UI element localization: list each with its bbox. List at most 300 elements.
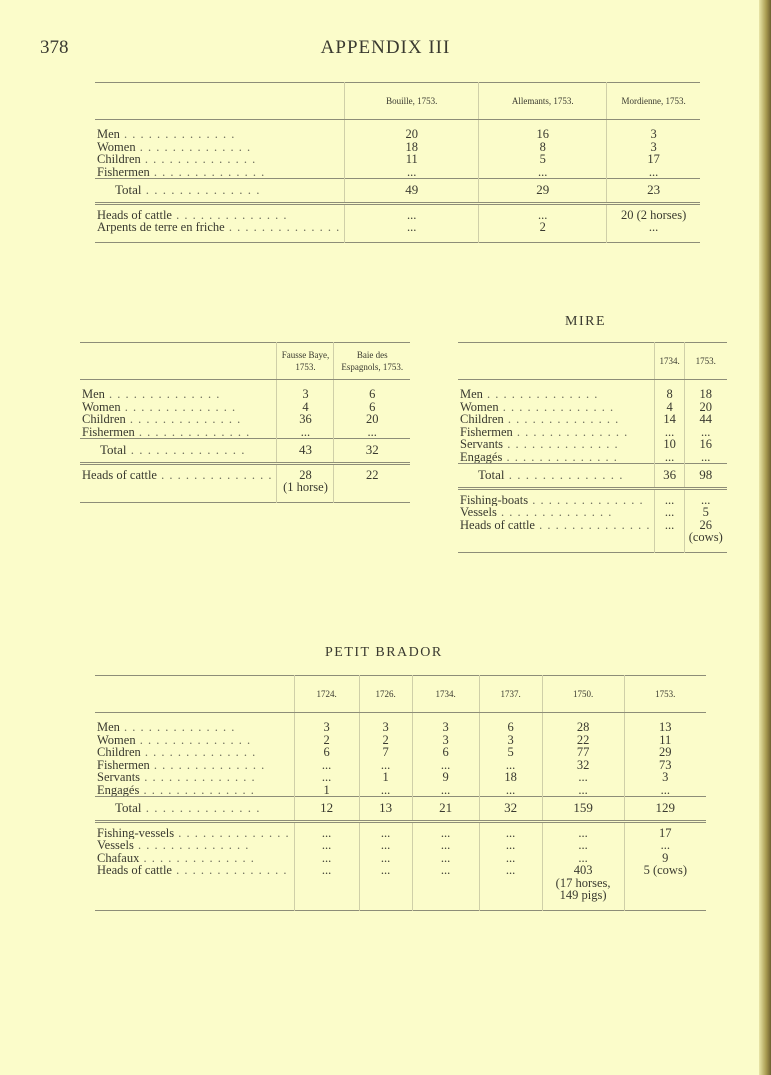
spacer-row: [80, 494, 410, 503]
table-cell: 159: [542, 797, 624, 822]
table-cell: 1: [359, 771, 412, 784]
table-cell: ...: [655, 519, 684, 532]
table-cell: ...: [479, 759, 542, 772]
table-cell: ...: [412, 759, 479, 772]
table-cell: [359, 889, 412, 902]
table-cell: 98: [684, 464, 727, 489]
table-cell: ...: [479, 203, 607, 221]
table-cell: [294, 889, 359, 902]
table-row: [95, 797, 706, 822]
table-row: [458, 464, 727, 489]
row-label: Total . .: [100, 444, 272, 457]
table-cell: ...: [359, 852, 412, 865]
table-cell: 49: [345, 179, 479, 204]
row-label: Heads of cattle . .: [460, 519, 650, 532]
table-cell: ...: [359, 784, 412, 797]
column-header: [95, 83, 345, 120]
row-label-cell: [95, 746, 294, 759]
table-row: [95, 203, 700, 221]
table-cell: ...: [412, 839, 479, 852]
table-cell: ...: [655, 451, 684, 464]
table-cell: ...: [684, 426, 727, 439]
row-label-cell: [80, 401, 277, 414]
spacer-row: [95, 120, 700, 129]
spacer-cell: [95, 713, 294, 722]
column-header: Allemants, 1753.: [479, 83, 607, 120]
table-cell: 3: [624, 771, 706, 784]
table-cell: 14: [655, 413, 684, 426]
table-cell: 28: [277, 463, 334, 481]
table-cell: 11: [345, 153, 479, 166]
row-label-cell: [95, 877, 294, 890]
header-row: [95, 676, 706, 713]
row-label: Fishing-vessels . .: [97, 827, 290, 840]
table-row: [80, 439, 410, 464]
table-cell: 32: [542, 759, 624, 772]
table-cell: 73: [624, 759, 706, 772]
column-header: Fausse Baye, 1753.: [277, 343, 334, 380]
row-label: Fishermen . .: [82, 426, 272, 439]
spacer-cell: [458, 380, 655, 389]
table-cell: 29: [479, 179, 607, 204]
table-row: [95, 179, 700, 204]
table-cell: ...: [345, 166, 479, 179]
table-row: [95, 771, 706, 784]
table-cell: ...: [294, 864, 359, 877]
title-petit-brador: PETIT BRADOR: [325, 645, 443, 660]
table-cell: 7: [359, 746, 412, 759]
table-row: [95, 734, 706, 747]
table-cell: 4: [655, 401, 684, 414]
table-cell: ...: [277, 426, 334, 439]
table-cell: ...: [479, 852, 542, 865]
column-header: Bouille, 1753.: [345, 83, 479, 120]
table-cell: ...: [684, 488, 727, 506]
table-cell: ...: [359, 839, 412, 852]
row-label-cell: [95, 852, 294, 865]
table-cell: 3: [277, 388, 334, 401]
column-header: 1753.: [624, 676, 706, 713]
spacer-row: [95, 234, 700, 243]
spacer-cell: [277, 494, 334, 503]
row-label-cell: [458, 488, 655, 506]
table-cell: 129: [624, 797, 706, 822]
row-label-cell: [95, 721, 294, 734]
table-petit-brador: [95, 675, 706, 911]
column-header: 1724.: [294, 676, 359, 713]
table-cell: ...: [542, 852, 624, 865]
table-cell: 5: [684, 506, 727, 519]
spacer-cell: [607, 234, 700, 243]
row-label-cell: [95, 889, 294, 902]
row-label: Vessels . .: [460, 506, 650, 519]
spacer-cell: [684, 544, 727, 553]
table-row: [458, 413, 727, 426]
table-cell: [294, 877, 359, 890]
spacer-cell: [80, 494, 277, 503]
row-label: Total . .: [115, 802, 290, 815]
table-cell: 13: [624, 721, 706, 734]
row-label: Women . .: [82, 401, 272, 414]
row-label-cell: [458, 426, 655, 439]
table-row: [95, 864, 706, 877]
row-label-cell: [458, 531, 655, 544]
row-label-cell: [458, 438, 655, 451]
table-fausse-baye-baie-espagnols: [80, 342, 410, 503]
row-label: Fishermen . .: [460, 426, 650, 439]
table-bouille-allemants-mordienne: [95, 82, 700, 243]
row-label: Vessels . .: [97, 839, 290, 852]
spacer-cell: [345, 234, 479, 243]
column-header: Mordienne, 1753.: [607, 83, 700, 120]
table-cell: [412, 877, 479, 890]
row-label-cell: [95, 734, 294, 747]
table-cell: 21: [412, 797, 479, 822]
table-cell: 29: [624, 746, 706, 759]
table-cell: 5: [479, 153, 607, 166]
spacer-row: [458, 544, 727, 553]
table-cell: 17: [607, 153, 700, 166]
table-cell: [655, 531, 684, 544]
table-cell: 32: [334, 439, 410, 464]
table-cell: 3: [607, 141, 700, 154]
column-header: 1753.: [684, 343, 727, 380]
table-cell: [624, 877, 706, 890]
table-cell: ...: [412, 864, 479, 877]
table-cell: ...: [479, 864, 542, 877]
row-label: Women . .: [97, 141, 340, 154]
column-header: 1726.: [359, 676, 412, 713]
running-head: APPENDIX III: [320, 37, 451, 58]
page-edge: [759, 0, 771, 1075]
spacer-cell: [95, 902, 294, 911]
table-cell: 403: [542, 864, 624, 877]
table-cell: ...: [345, 203, 479, 221]
table-cell: ...: [479, 784, 542, 797]
column-header: Baie des Espagnols, 1753.: [334, 343, 410, 380]
table-cell: 36: [277, 413, 334, 426]
table-cell: ...: [624, 839, 706, 852]
header-row: [458, 343, 727, 380]
row-label: Women . .: [97, 734, 290, 747]
table-cell: 3: [412, 734, 479, 747]
column-header: 1737.: [479, 676, 542, 713]
row-label-cell: [95, 759, 294, 772]
table-cell: 32: [479, 797, 542, 822]
table-cell: ...: [607, 221, 700, 234]
table-cell: 3: [294, 721, 359, 734]
table-cell: 6: [334, 401, 410, 414]
spacer-cell: [479, 234, 607, 243]
table-cell: 6: [479, 721, 542, 734]
table-cell: (17 horses,: [542, 877, 624, 890]
table-row: [95, 153, 700, 166]
spacer-cell: [479, 902, 542, 911]
table-row: [458, 388, 727, 401]
row-label-cell: [95, 153, 345, 166]
table-cell: ...: [294, 852, 359, 865]
row-label: Children . .: [97, 746, 290, 759]
table-cell: 6: [412, 746, 479, 759]
column-header: [458, 343, 655, 380]
table-row: [95, 141, 700, 154]
table-cell: ...: [542, 839, 624, 852]
spacer-cell: [542, 902, 624, 911]
row-label: Total . .: [115, 184, 340, 197]
table-cell: 22: [334, 463, 410, 481]
spacer-cell: [95, 234, 345, 243]
table-cell: 28: [542, 721, 624, 734]
spacer-row: [458, 380, 727, 389]
table-cell: 11: [624, 734, 706, 747]
table-row: [95, 821, 706, 839]
table-cell: 2: [294, 734, 359, 747]
spacer-row: [95, 902, 706, 911]
table-cell: ...: [294, 821, 359, 839]
row-label-cell: [95, 203, 345, 221]
table-cell: 20: [684, 401, 727, 414]
table-row: [458, 451, 727, 464]
table-cell: 20: [345, 128, 479, 141]
table-cell: 8: [655, 388, 684, 401]
table-row: [95, 852, 706, 865]
row-label: Men . .: [82, 388, 272, 401]
spacer-cell: [334, 494, 410, 503]
row-label-cell: [95, 221, 345, 234]
table-cell: 20: [334, 413, 410, 426]
table-cell: [334, 481, 410, 494]
table-cell: ...: [607, 166, 700, 179]
table-cell: [412, 889, 479, 902]
table-cell: [479, 889, 542, 902]
table-cell: 77: [542, 746, 624, 759]
table-row: [80, 401, 410, 414]
table-cell: 3: [479, 734, 542, 747]
table-row: [458, 531, 727, 544]
table-cell: 3: [607, 128, 700, 141]
table-cell: [479, 877, 542, 890]
table-cell: ...: [655, 506, 684, 519]
row-label-cell: [95, 821, 294, 839]
table-cell: 9: [624, 852, 706, 865]
row-label-cell: [95, 784, 294, 797]
row-label-cell: [458, 464, 655, 489]
row-label-cell: [95, 839, 294, 852]
table-cell: ...: [412, 821, 479, 839]
row-label: Men . .: [97, 128, 340, 141]
table-cell: 1: [294, 784, 359, 797]
table-cell: 43: [277, 439, 334, 464]
spacer-cell: [655, 544, 684, 553]
table-cell: (1 horse): [277, 481, 334, 494]
table-cell: ...: [624, 784, 706, 797]
header-row: [80, 343, 410, 380]
spacer-cell: [412, 902, 479, 911]
row-label: Fishermen . .: [97, 759, 290, 772]
row-label: Arpents de terre en friche . .: [97, 221, 340, 234]
column-header: 1734.: [412, 676, 479, 713]
table-cell: ...: [294, 759, 359, 772]
row-label: Servants . .: [97, 771, 290, 784]
table-cell: 2: [359, 734, 412, 747]
row-label: Children . .: [82, 413, 272, 426]
table-row: [95, 839, 706, 852]
row-label: Servants . .: [460, 438, 650, 451]
table-cell: ...: [542, 771, 624, 784]
row-label-cell: [80, 388, 277, 401]
row-label: Children . .: [460, 413, 650, 426]
table-cell: ...: [294, 771, 359, 784]
table-cell: ...: [655, 488, 684, 506]
row-label-cell: [80, 481, 277, 494]
table-cell: ...: [479, 166, 607, 179]
table-cell: 6: [334, 388, 410, 401]
row-label: Children . .: [97, 153, 340, 166]
table-cell: ...: [542, 784, 624, 797]
table-row: [458, 519, 727, 532]
title-mire: MIRE: [565, 314, 606, 329]
row-label-cell: [95, 771, 294, 784]
table-cell: ...: [542, 821, 624, 839]
table-row: [80, 481, 410, 494]
row-label: Women . .: [460, 401, 650, 414]
table-cell: 8: [479, 141, 607, 154]
table-cell: 2: [479, 221, 607, 234]
row-label: Fishermen . .: [97, 166, 340, 179]
table-row: [95, 759, 706, 772]
spacer-cell: [458, 544, 655, 553]
table-cell: 22: [542, 734, 624, 747]
table-row: [95, 746, 706, 759]
row-label: Chafaux . .: [97, 852, 290, 865]
row-label: Heads of cattle . .: [82, 469, 272, 482]
table-cell: ...: [479, 821, 542, 839]
table-row: [95, 784, 706, 797]
table-cell: 5 (cows): [624, 864, 706, 877]
spacer-cell: [95, 120, 345, 129]
table-cell: 18: [684, 388, 727, 401]
row-label: Engagés . .: [460, 451, 650, 464]
table-row: [458, 401, 727, 414]
row-label: Men . .: [97, 721, 290, 734]
table-cell: 16: [684, 438, 727, 451]
table-cell: 20 (2 horses): [607, 203, 700, 221]
row-label-cell: [458, 506, 655, 519]
table-cell: 5: [479, 746, 542, 759]
column-header: 1750.: [542, 676, 624, 713]
row-label: Engagés . .: [97, 784, 290, 797]
row-label: Men . .: [460, 388, 650, 401]
column-header: [80, 343, 277, 380]
row-label: Heads of cattle . .: [97, 209, 340, 222]
table-cell: ...: [294, 839, 359, 852]
table-cell: 13: [359, 797, 412, 822]
table-row: [458, 426, 727, 439]
row-label: Total . .: [478, 469, 650, 482]
table-cell: ...: [359, 759, 412, 772]
table-row: [458, 438, 727, 451]
table-row: [458, 488, 727, 506]
table-cell: 9: [412, 771, 479, 784]
table-cell: [359, 877, 412, 890]
table-cell: 6: [294, 746, 359, 759]
row-label-cell: [458, 413, 655, 426]
table-cell: 18: [479, 771, 542, 784]
table-cell: ...: [412, 784, 479, 797]
table-cell: 18: [345, 141, 479, 154]
table-cell: 12: [294, 797, 359, 822]
table-mire: [458, 342, 727, 553]
table-cell: 10: [655, 438, 684, 451]
table-cell: ...: [359, 821, 412, 839]
row-label-cell: [458, 451, 655, 464]
table-cell: 17: [624, 821, 706, 839]
row-label-cell: [80, 439, 277, 464]
table-cell: 3: [412, 721, 479, 734]
table-row: [80, 463, 410, 481]
row-label-cell: [95, 166, 345, 179]
row-label-cell: [95, 797, 294, 822]
page-number: 378: [40, 37, 69, 58]
table-cell: (cows): [684, 531, 727, 544]
table-cell: [624, 889, 706, 902]
table-row: [458, 506, 727, 519]
spacer-row: [80, 380, 410, 389]
spacer-cell: [80, 380, 277, 389]
table-cell: ...: [655, 426, 684, 439]
spacer-cell: [294, 902, 359, 911]
table-row: [95, 877, 706, 890]
header-row: [95, 83, 700, 120]
table-cell: ...: [684, 451, 727, 464]
row-label-cell: [95, 128, 345, 141]
table-cell: 36: [655, 464, 684, 489]
table-cell: 3: [359, 721, 412, 734]
table-cell: 23: [607, 179, 700, 204]
table-cell: ...: [359, 864, 412, 877]
row-label-cell: [95, 141, 345, 154]
table-row: [95, 221, 700, 234]
table-cell: 4: [277, 401, 334, 414]
row-label-cell: [95, 864, 294, 877]
row-label-cell: [458, 401, 655, 414]
row-label-cell: [458, 519, 655, 532]
table-cell: 16: [479, 128, 607, 141]
table-row: [80, 426, 410, 439]
row-label: Heads of cattle . .: [97, 864, 290, 877]
row-label-cell: [458, 388, 655, 401]
spacer-row: [95, 713, 706, 722]
table-cell: 26: [684, 519, 727, 532]
table-row: [80, 413, 410, 426]
spacer-cell: [624, 902, 706, 911]
table-cell: 44: [684, 413, 727, 426]
table-row: [80, 388, 410, 401]
table-row: [95, 721, 706, 734]
table-cell: 149 pigs): [542, 889, 624, 902]
row-label-cell: [95, 179, 345, 204]
table-row: [95, 128, 700, 141]
row-label-cell: [80, 413, 277, 426]
row-label-cell: [80, 426, 277, 439]
table-cell: ...: [334, 426, 410, 439]
table-cell: ...: [345, 221, 479, 234]
row-label: Fishing-boats . .: [460, 494, 650, 507]
row-label-cell: [80, 463, 277, 481]
column-header: [95, 676, 294, 713]
column-header: 1734.: [655, 343, 684, 380]
table-cell: ...: [479, 839, 542, 852]
